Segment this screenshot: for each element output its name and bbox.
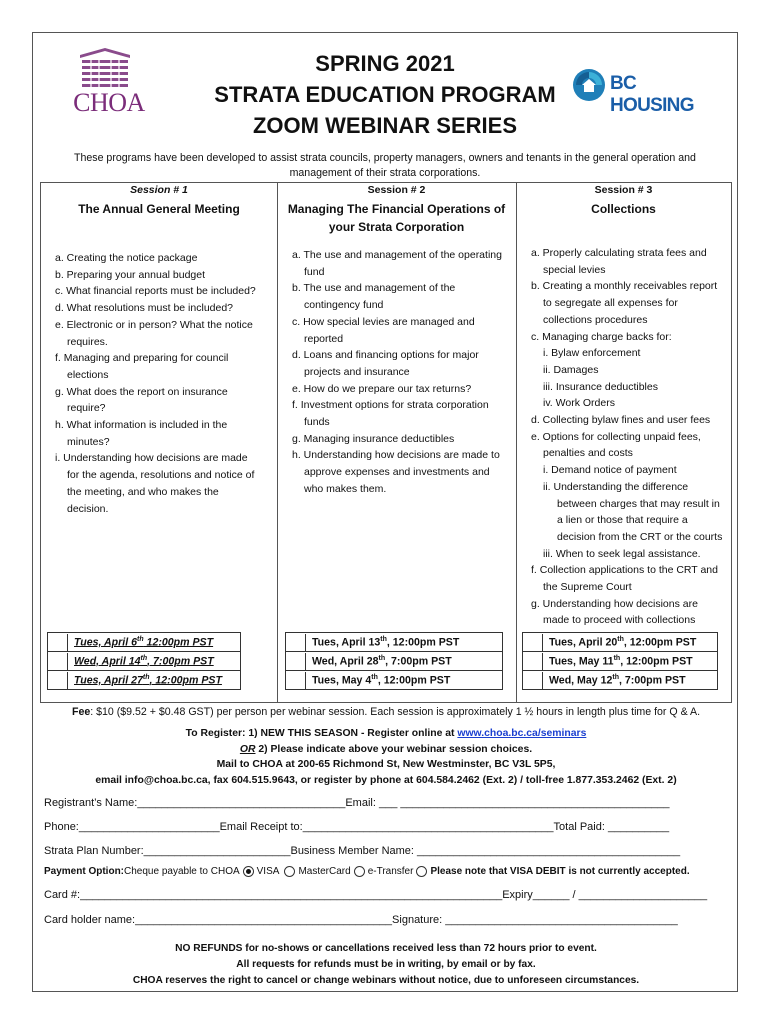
payment-cheque-label: Cheque payable to CHOA [124,866,240,877]
date-label: Wed, April 14th, 7:00pm PST [74,654,214,668]
date-checkbox[interactable] [523,634,543,651]
session-title: The Annual General Meeting [78,202,240,216]
list-item: f. Investment options for strata corporation funds [292,399,489,429]
list-item: ii. Understanding the difference between charges that may result in a lien or those that require a decision from the CRT or the courts [543,480,723,543]
list-item: d. Loans and financing options for major projects and insurance [292,349,479,378]
list-item: iii. Insurance deductibles [543,380,658,393]
fee-text [40,706,732,718]
payment-visa-label: VISA [256,866,280,877]
choa-building-icon [80,48,130,88]
session-label: Session # 1 [130,184,188,196]
session-1-dates [47,632,241,690]
date-label: Wed, May 12th, 7:00pm PST [549,673,686,687]
list-item: e. Electronic or in person? What the notice requires. [55,318,253,348]
contact-line: email info@choa.bc.ca, fax 604.515.9643, or register by phone at 604.584.2462 (Ext. 2) / toll-free 1.877.353.2462 (Ext. 2) [95,774,677,786]
list-item: ii. Damages [543,363,599,376]
date-label: Tues, April 20th, 12:00pm PST [549,635,697,649]
list-item: g. Understanding how decisions are made to proceed with collections [531,597,698,627]
list-item: e. How do we prepare our tax returns? [292,382,472,395]
date-checkbox[interactable] [48,653,68,670]
list-item: g. Managing insurance deductibles [292,432,455,445]
session-label: Session # 2 [367,184,426,196]
visa-radio[interactable] [284,866,295,877]
choa-logo [66,48,152,122]
list-item: d. Collecting bylaw fines and user fees [531,414,711,427]
notice-line: CHOA reserves the right to cancel or change webinars without notice, due to unforeseen circumstances. [132,975,640,986]
register-line: To Register: 1) NEW THIS SEASON - Register online at [185,728,458,739]
session-title: Collections [591,202,656,216]
etransfer-radio[interactable] [416,866,427,877]
list-item: c. How special levies are managed and reported [292,315,475,345]
mastercard-radio[interactable] [354,866,365,877]
list-item: iii. When to seek legal assistance. [543,547,701,560]
session-3-column [516,183,731,702]
session-1-column [41,183,278,702]
payment-mastercard-label: MasterCard [298,866,351,877]
list-item: d. What resolutions must be included? [55,302,234,315]
strata-plan-field[interactable]: Strata Plan Number:________________________Business Member Name: ___________________________________________ [44,845,681,857]
choa-logo-text: CHOA [73,88,145,117]
list-item: i. Demand notice of payment [543,464,677,477]
sessions-table [40,182,732,703]
list-item: b. The use and management of the contingency fund [292,282,456,312]
payment-option-row [44,866,690,877]
session-label: Session # 3 [594,184,653,196]
list-item: c. What financial reports must be included? [55,285,256,298]
date-label: Wed, April 28th, 7:00pm PST [312,654,452,668]
date-checkbox[interactable] [523,672,543,689]
fee-label: Fee [71,706,91,718]
date-option [523,633,717,651]
list-item: i. Bylaw enforcement [543,347,641,360]
refund-notice [40,941,732,989]
date-option [286,633,502,651]
cheque-radio[interactable] [243,866,254,877]
notice-line: All requests for refunds must be in writing, by email or by fax. [236,959,536,970]
list-item: h. Understanding how decisions are made to approve expenses and investments and who makes them. [292,449,500,495]
date-option [523,670,717,689]
list-item: f. Collection applications to the CRT and the Supreme Court [531,564,718,594]
bc-housing-logo-text: BC HOUSING [610,73,694,116]
date-label: Tues, May 11th, 12:00pm PST [549,654,693,668]
date-label: Tues, April 27th, 12:00pm PST [74,673,222,687]
list-item: c. Managing charge backs for: [531,330,672,343]
date-label: Tues, April 13th, 12:00pm PST [312,635,460,649]
date-option [286,670,502,689]
date-checkbox[interactable] [523,653,543,670]
card-holder-field[interactable]: Card holder name:__________________________________________Signature: ______________________________________ [44,914,678,926]
registration-info [40,726,732,788]
date-checkbox[interactable] [286,634,306,651]
list-item: h. What information is included in the minutes? [55,419,228,448]
date-option [286,651,502,670]
session-title: Managing The Financial Operations of your Strata Corporation [287,202,506,234]
payment-label: Payment Option: [44,866,125,877]
title-line: STRATA EDUCATION PROGRAM [214,82,556,107]
list-item: a. Creating the notice package [55,252,198,264]
register-line: 2) Please indicate above your webinar session choices. [255,743,533,755]
card-number-field[interactable]: Card #:_____________________________________________________________________Expiry______ / _____________________ [44,889,708,901]
date-option [523,651,717,670]
list-item: iv. Work Orders [543,397,615,410]
notice-line: NO REFUNDS for no-shows or cancellations received less than 72 hours prior to event. [175,943,597,954]
mail-address: Mail to CHOA at 200-65 Richmond St, New Westminster, BC V3L 5P5, [216,759,556,771]
session-1-topics [55,250,261,517]
date-checkbox[interactable] [48,672,68,689]
date-label: Tues, May 4th, 12:00pm PST [312,673,451,687]
list-item: f. Managing and preparing for council elections [55,352,229,381]
list-item: a. Properly calculating strata fees and special levies [531,247,707,276]
title-line: SPRING 2021 [315,51,455,76]
page-title [200,48,570,141]
seminars-link[interactable]: www.choa.bc.ca/seminars [457,728,587,739]
bc-housing-logo [572,66,722,116]
list-item: a. The use and management of the operating fund [292,249,502,278]
registrant-name-field[interactable]: Registrant’s Name:__________________________________Email: ___ ____________________________________________ [44,797,670,809]
session-2-column [277,183,517,702]
intro-text: These programs have been developed to assist strata councils, property managers, owners and tenants in the general operation and management of their strata corporations. [74,152,696,179]
fee-detail: : $10 ($9.52 + $0.48 GST) per person per webinar session. Each session is approximately 1 ½ hours in length plus time for Q & A. [90,706,701,718]
or-label: OR [239,743,256,755]
session-3-topics [531,245,727,629]
date-label: Tues, April 6th 12:00pm PST [74,635,214,649]
visa-debit-note: Please note that VISA DEBIT is not currently accepted. [430,866,690,877]
session-3-dates [522,632,718,690]
list-item: b. Creating a monthly receivables report to segregate all expenses for collections procedures [531,280,718,326]
bc-housing-emblem-icon [572,68,606,102]
date-option [48,651,240,670]
payment-etransfer-label: e-Transfer [367,866,414,877]
list-item: g. What does the report on insurance require? [55,385,228,415]
date-option [48,633,240,651]
session-2-topics [292,247,506,498]
list-item: i. Understanding how decisions are made for the agenda, resolutions and notice of the meeting, and who makes the decision. [55,452,255,515]
list-item: e. Options for collecting unpaid fees, penalties and costs [531,430,701,460]
date-checkbox[interactable] [48,634,68,651]
date-checkbox[interactable] [286,653,306,670]
title-line: ZOOM WEBINAR SERIES [252,113,517,138]
phone-field[interactable]: Phone:_______________________Email Receipt to:_________________________________________Total Paid: __________ [44,821,670,833]
session-2-dates [285,632,503,690]
date-option [48,670,240,689]
list-item: b. Preparing your annual budget [55,268,206,281]
date-checkbox[interactable] [286,672,306,689]
